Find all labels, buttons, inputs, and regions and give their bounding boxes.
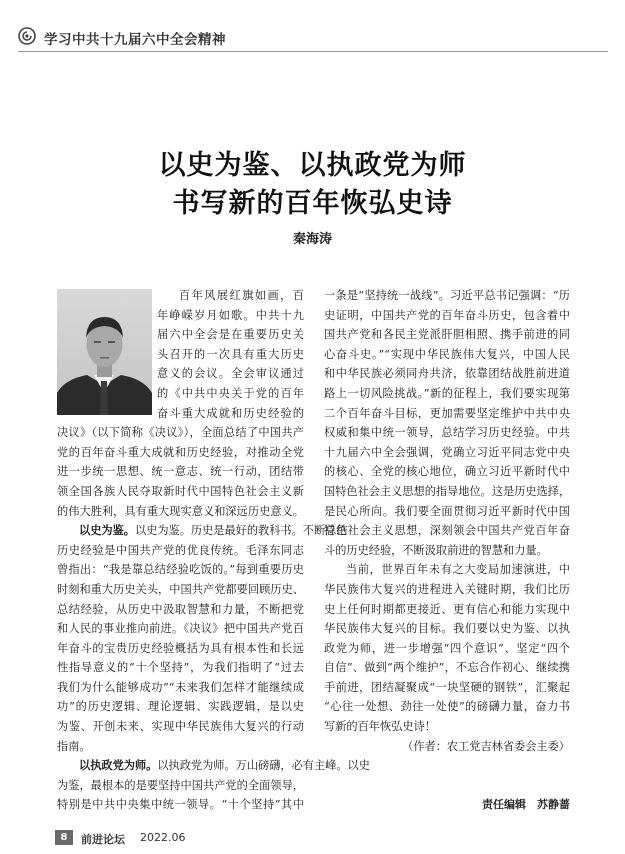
paragraph-line: 华民族伟大复兴的进程进入关键时期，我们比历 — [324, 582, 570, 596]
paragraph-line: 心奋斗史。”“实现中华民族伟大复兴，中国人民 — [324, 347, 570, 361]
paragraph-line: 手前进，团结凝聚成“一块坚硬的钢铁”，汇聚起 — [324, 680, 570, 694]
paragraph-line: 当前，世界百年未有之大变局加速演进，中 — [346, 563, 570, 577]
paragraph-line: 年峥嵘岁月如歌。中共十九 — [157, 308, 304, 322]
paragraph-line: 史上任何时期都更接近、更有信心和能力实现中 — [324, 602, 570, 616]
paragraph-line-with-lead — [57, 521, 348, 541]
author-affiliation: （作者：农工党吉林省委会主委） — [402, 739, 570, 753]
bold-lead-2: 以执政党为师。 — [79, 759, 158, 773]
paragraph-line: 华民族伟大复兴的目标。我们要以史为鉴、以执 — [324, 622, 570, 636]
section-logo-icon — [18, 27, 36, 45]
paragraph-line: 路上一切风险挑战。”新的征程上，我们要实现第 — [324, 386, 570, 400]
paragraph-line: 百年风展红旗如画，百 — [179, 289, 304, 302]
header-divider — [18, 51, 608, 52]
paragraph-line: 性指导意义的“十个坚持”，为我们指明了“过去 — [57, 661, 304, 675]
paragraph-line: 权威和集中统一领导，总结学习历史经验。中共 — [324, 426, 570, 440]
paragraph-line: 时刻和重大历史关头，中国共产党都要回顾历史、 — [57, 582, 304, 596]
paragraph-line: “心往一处想、劲往一处使”的磅礴力量，奋力书 — [324, 700, 570, 714]
article-body-left-column — [57, 286, 370, 815]
issue-number: 2022.06 — [140, 831, 186, 844]
paragraph-line: 一条是“坚持统一战线”。习近平总书记强调：“历 — [324, 289, 570, 302]
paragraph-line: 总结经验，从历史中汲取智慧和力量，不断把党 — [57, 602, 304, 616]
paragraph-rest: 以执政党为师。万山磅礴，必有主峰。以史 — [157, 759, 370, 773]
paragraph-line: 历史经验是中国共产党的优良传统。毛泽东同志 — [57, 543, 304, 557]
paragraph-line: 和中华民族必须同舟共济，依靠团结战胜前进道 — [324, 367, 570, 381]
paragraph-line: 为鉴，最根本的是要坚持中国共产党的全面领导， — [57, 778, 304, 792]
paragraph-line: 指南。 — [57, 739, 91, 753]
paragraph-line: 的《中共中央关于党的百年 — [157, 386, 304, 400]
paragraph-line: 功”的历史逻辑、理论逻辑、实践逻辑，是以史 — [57, 700, 304, 714]
article-author: 秦海涛 — [292, 232, 332, 247]
paragraph-line: 政党为师，进一步增强“四个意识”、坚定“四个 — [324, 641, 570, 655]
magazine-name: 前进论坛 — [81, 833, 125, 846]
bold-lead-1: 以史为鉴。 — [79, 524, 135, 538]
paragraph-line: 意义的会议。全会审议通过 — [157, 367, 304, 381]
paragraph-line: 史证明，中国共产党的百年奋斗历史，包含着中 — [324, 308, 570, 322]
paragraph-line: 为鉴、开创未来、实现中华民族伟大复兴的行动 — [57, 720, 304, 734]
paragraph-line: 国特色社会主义思想的指导地位。这是历史选择， — [324, 484, 571, 498]
paragraph-line: 二个百年奋斗目标，更加需要坚定维护中共中央 — [324, 406, 570, 420]
paragraph-line: 十九届六中全会强调，党确立习近平同志党中央 — [324, 445, 570, 459]
paragraph-rest: 以史为鉴。历史是最好的教科书。不断总结 — [134, 524, 348, 538]
paragraph-line: 的伟大胜利，具有重大现实意义和深远历史意义。 — [57, 504, 304, 518]
paragraph-line: 头召开的一次具有重大历史 — [157, 347, 304, 361]
paragraph-line: 是民心所向。我们要全面贯彻习近平新时代中国 — [324, 504, 570, 518]
paragraph-line-with-lead — [57, 756, 370, 776]
paragraph-line: 领全国各族人民夺取新时代中国特色社会主义新 — [57, 484, 304, 498]
paragraph-line: 斗的历史经验，不断汲取前进的智慧和力量。 — [324, 543, 548, 557]
article-body-right-column — [324, 286, 570, 756]
paragraph-line: 进一步统一思想、统一意志、统一行动，团结带 — [57, 465, 304, 479]
paragraph-line: 奋斗重大成就和历史经验的 — [157, 406, 304, 420]
paragraph-line: 决议》（以下简称《决议》），全面总结了中国共产 — [57, 426, 304, 440]
paragraph-line: 年奋斗的宝贵历史经验概括为具有根本性和长远 — [57, 641, 304, 655]
responsible-editor: 责任编辑 苏静蔷 — [482, 798, 570, 811]
paragraph-line: 特色社会主义思想，深刻领会中国共产党百年奋 — [324, 524, 570, 538]
paragraph-line: 届六中全会是在重要历史关 — [157, 328, 304, 342]
paragraph-line: 我们为什么能够成功”“未来我们怎样才能继续成 — [57, 680, 304, 694]
paragraph-line: 和人民的事业推向前进。《决议》把中国共产党百 — [57, 622, 304, 636]
paragraph-line: 自信”、做到“两个维护”，不忘合作初心、继续携 — [324, 661, 570, 675]
page-footer — [55, 830, 575, 846]
paragraph-line: 曾指出：“我是靠总结经验吃饭的。”每到重要历史 — [57, 563, 304, 577]
paragraph-line: 的核心、全党的核心地位，确立习近平新时代中 — [324, 465, 570, 479]
page-header — [18, 26, 608, 48]
paragraph-line: 写新的百年恢弘史诗！ — [324, 720, 436, 734]
article-title-line-2: 书写新的百年恢弘史诗 — [172, 188, 453, 219]
paragraph-line: 特别是中共中央集中统一领导。“十个坚持”其中 — [57, 798, 304, 812]
section-title: 学习中共十九届六中全会精神 — [44, 32, 226, 48]
paragraph-line: 党的百年奋斗重大成就和历史经验，对推动全党 — [57, 445, 304, 459]
article-title-line-1: 以史为鉴、以执政党为师 — [158, 150, 467, 181]
paragraph-line: 国共产党和各民主党派肝胆相照、携手前进的同 — [324, 328, 570, 342]
page-number: 8 — [55, 830, 73, 845]
